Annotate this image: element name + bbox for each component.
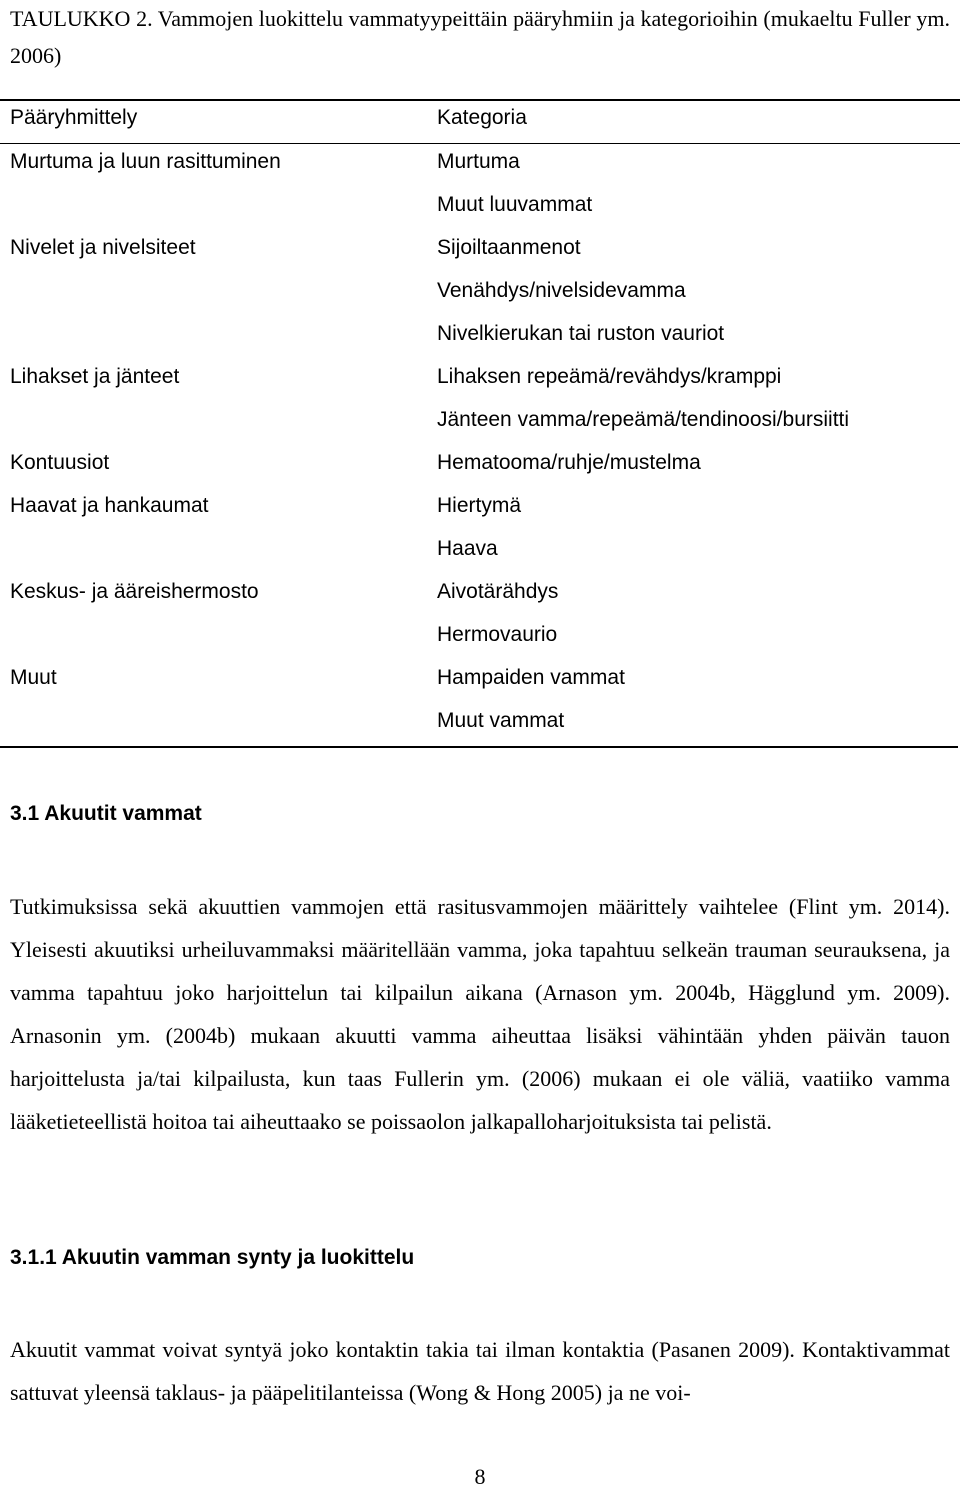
category-cell: Haava [437,537,498,560]
section-heading: 3.1 Akuutit vammat [10,802,202,825]
table-header-category: Kategoria [437,106,527,129]
body-paragraph: Tutkimuksissa sekä akuuttien vammojen että rasitusvammojen määrittely vaihtelee (Flint ym. 2014). Yleisesti akuutiksi urheiluvammaksi määritellään vamma, joka tapahtuu selkeän trauman seurauksena, ja vamma tapahtuu joko harjoittelun tai kilpailun aikana (Arnason ym. 2004b, Hägglund ym. 2009). Arnasonin ym. (2004b) mukaan akuutti vamma aiheuttaa lisäksi vähintään yhden päivän tauon harjoittelusta ja/tai kilpailusta, kun taas Fullerin ym. (2006) mukaan ei ole väliä, vaatiiko vamma lääketieteellistä hoitoa tai aiheuttaako se poissaolon jalkapalloharjoituksista tai pelistä. [10,894,950,1134]
category-cell: Aivotärähdys [437,580,559,603]
category-cell: Hampaiden vammat [437,666,625,689]
main-group-cell [10,269,281,312]
main-group-cell [10,183,281,226]
category-cell: Hiertymä [437,494,522,517]
main-group-cell [10,398,281,441]
table-main-group-column [10,140,281,742]
main-group-cell [10,527,281,570]
category-cell: Muut luuvammat [437,193,593,216]
main-group-cell: Kontuusiot [10,451,110,474]
main-group-cell [10,613,281,656]
main-group-cell [10,699,281,742]
category-cell: Venähdys/nivelsidevamma [437,279,686,302]
main-group-cell [10,312,281,355]
category-cell: Hermovaurio [437,623,558,646]
category-cell: Muut vammat [437,709,565,732]
main-group-cell: Lihakset ja jänteet [10,365,180,388]
table-bottom-rule [0,746,958,748]
main-group-cell: Haavat ja hankaumat [10,494,209,517]
main-group-cell: Murtuma ja luun rasittuminen [10,150,281,173]
category-cell: Murtuma [437,150,520,173]
main-group-cell: Muut [10,666,57,689]
category-cell: Lihaksen repeämä/revähdys/kramppi [437,365,782,388]
subsection-heading: 3.1.1 Akuutin vamman synty ja luokittelu [10,1246,415,1269]
main-group-cell: Nivelet ja nivelsiteet [10,236,196,259]
category-cell: Jänteen vamma/repeämä/tendinoosi/bursiitti [437,408,850,431]
main-group-cell: Keskus- ja ääreishermosto [10,580,259,603]
category-cell: Hematooma/ruhje/mustelma [437,451,701,474]
table-category-column [437,140,849,742]
table-header-main-group: Pääryhmittely [10,106,138,129]
category-cell: Nivelkierukan tai ruston vauriot [437,322,725,345]
table-caption: TAULUKKO 2. Vammojen luokittelu vammatyypeittäin pääryhmiin ja kategorioihin (mukaeltu Fuller ym. 2006) [10,6,950,68]
page-number: 8 [474,1464,486,1489]
category-cell: Sijoiltaanmenot [437,236,581,259]
body-paragraph: Akuutit vammat voivat syntyä joko kontaktin takia tai ilman kontaktia (Pasanen 2009). Kontaktivammat sattuvat yleensä taklaus- ja pääpelitilanteissa (Wong & Hong 2005) ja ne voi- [10,1337,950,1405]
